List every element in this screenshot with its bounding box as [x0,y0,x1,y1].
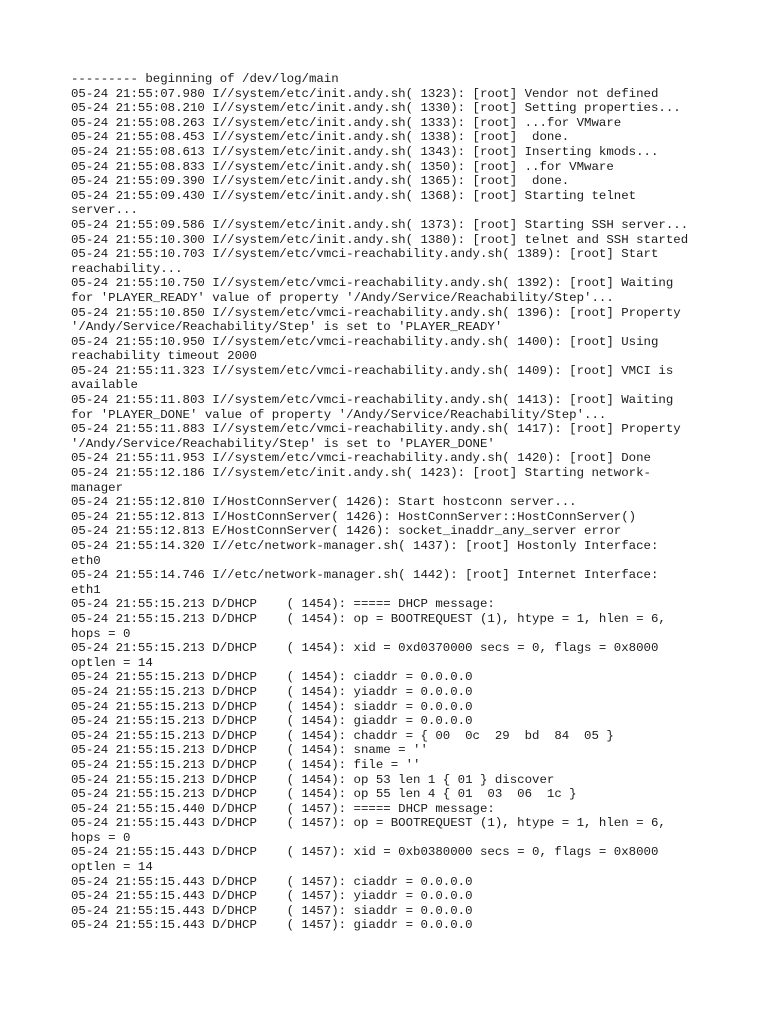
log-line: eth1 [71,582,101,597]
log-line: 05-24 21:55:15.213 D/DHCP ( 1454): file = '' [71,757,421,772]
log-line: 05-24 21:55:11.323 I//system/etc/vmci-reachability.andy.sh( 1409): [root] VMCI is [71,363,674,378]
log-line: --------- beginning of /dev/log/main [71,72,339,86]
log-line: 05-24 21:55:10.750 I//system/etc/vmci-reachability.andy.sh( 1392): [root] Waiting [71,276,674,291]
log-line: 05-24 21:55:10.850 I//system/etc/vmci-reachability.andy.sh( 1396): [root] Property [71,305,681,320]
log-line: 05-24 21:55:12.813 E/HostConnServer( 1426): socket_inaddr_any_server error [71,524,622,539]
log-line: 05-24 21:55:10.300 I//system/etc/init.andy.sh( 1380): [root] telnet and SSH started [71,232,689,247]
log-line: 05-24 21:55:08.833 I//system/etc/init.andy.sh( 1350): [root] ..for VMware [71,159,614,174]
log-line: 05-24 21:55:15.443 D/DHCP ( 1457): yiaddr = 0.0.0.0 [71,889,473,904]
log-line: 05-24 21:55:15.443 D/DHCP ( 1457): op = BOOTREQUEST (1), htype = 1, hlen = 6, [71,816,666,831]
log-line: optlen = 14 [71,655,153,670]
log-line: 05-24 21:55:08.263 I//system/etc/init.andy.sh( 1333): [root] ...for VMware [71,115,622,130]
log-line: available [71,378,138,393]
log-line: 05-24 21:55:09.390 I//system/etc/init.andy.sh( 1365): [root] done. [71,174,570,189]
log-line: 05-24 21:55:12.186 I//system/etc/init.andy.sh( 1423): [root] Starting network- [71,466,651,481]
log-line: 05-24 21:55:15.213 D/DHCP ( 1454): sname = '' [71,743,428,758]
log-line: 05-24 21:55:08.613 I//system/etc/init.andy.sh( 1343): [root] Inserting kmods... [71,144,659,159]
log-line: 05-24 21:55:12.813 I/HostConnServer( 1426): HostConnServer::HostConnServer() [71,509,637,524]
log-line: 05-24 21:55:11.883 I//system/etc/vmci-reachability.andy.sh( 1417): [root] Property [71,422,681,437]
log-line: 05-24 21:55:15.213 D/DHCP ( 1454): xid = 0xd0370000 secs = 0, flags = 0x8000 [71,641,659,656]
log-line: 05-24 21:55:08.453 I//system/etc/init.andy.sh( 1338): [root] done. [71,130,570,145]
log-line: 05-24 21:55:15.213 D/DHCP ( 1454): op = BOOTREQUEST (1), htype = 1, hlen = 6, [71,611,666,626]
log-line: 05-24 21:55:14.746 I//etc/network-manager.sh( 1442): [root] Internet Interface: [71,568,659,583]
log-line: 05-24 21:55:09.586 I//system/etc/init.andy.sh( 1373): [root] Starting SSH server... [71,217,689,232]
log-line: reachability timeout 2000 [71,349,257,364]
log-line: 05-24 21:55:07.980 I//system/etc/init.andy.sh( 1323): [root] Vendor not defined [71,86,659,101]
log-line: 05-24 21:55:15.440 D/DHCP ( 1457): ===== DHCP message: [71,801,495,816]
log-line: server... [71,203,138,218]
log-line: hops = 0 [71,830,131,845]
log-line: '/Andy/Service/Reachability/Step' is set to 'PLAYER_DONE' [71,436,495,451]
log-line: 05-24 21:55:15.213 D/DHCP ( 1454): ===== DHCP message: [71,597,495,612]
log-line: 05-24 21:55:15.213 D/DHCP ( 1454): giaddr = 0.0.0.0 [71,714,473,729]
log-line: for 'PLAYER_READY' value of property '/Andy/Service/Reachability/Step'... [71,290,614,305]
log-line: 05-24 21:55:15.443 D/DHCP ( 1457): ciaddr = 0.0.0.0 [71,874,473,889]
log-line: 05-24 21:55:09.430 I//system/etc/init.andy.sh( 1368): [root] Starting telnet [71,188,637,203]
log-line: 05-24 21:55:15.443 D/DHCP ( 1457): giaddr = 0.0.0.0 [71,918,473,933]
log-line: hops = 0 [71,626,131,641]
log-line: 05-24 21:55:11.803 I//system/etc/vmci-reachability.andy.sh( 1413): [root] Waiting [71,393,674,408]
log-line: eth0 [71,553,101,568]
log-line: optlen = 14 [71,860,153,875]
log-line: 05-24 21:55:15.443 D/DHCP ( 1457): xid = 0xb0380000 secs = 0, flags = 0x8000 [71,845,659,860]
log-line: 05-24 21:55:11.953 I//system/etc/vmci-reachability.andy.sh( 1420): [root] Done [71,451,651,466]
log-line: 05-24 21:55:08.210 I//system/etc/init.andy.sh( 1330): [root] Setting properties... [71,101,681,116]
log-line: manager [71,480,124,495]
log-line: 05-24 21:55:15.213 D/DHCP ( 1454): yiaddr = 0.0.0.0 [71,684,473,699]
log-line: 05-24 21:55:10.950 I//system/etc/vmci-reachability.andy.sh( 1400): [root] Using [71,334,659,349]
log-line: 05-24 21:55:15.213 D/DHCP ( 1454): siaddr = 0.0.0.0 [71,699,473,714]
log-line: 05-24 21:55:15.213 D/DHCP ( 1454): op 55 len 4 { 01 03 06 1c } [71,787,577,802]
log-line: 05-24 21:55:15.213 D/DHCP ( 1454): chaddr = { 00 0c 29 bd 84 05 } [71,728,614,743]
log-line: reachability... [71,261,183,276]
log-line: 05-24 21:55:10.703 I//system/etc/vmci-reachability.andy.sh( 1389): [root] Start [71,247,659,262]
log-line: 05-24 21:55:12.810 I/HostConnServer( 1426): Start hostconn server... [71,495,577,510]
log-line: 05-24 21:55:14.320 I//etc/network-manager.sh( 1437): [root] Hostonly Interface: [71,539,659,553]
log-line: 05-24 21:55:15.213 D/DHCP ( 1454): op 53 len 1 { 01 } discover [71,772,555,787]
log-line: '/Andy/Service/Reachability/Step' is set to 'PLAYER_READY' [71,320,503,335]
log-line: 05-24 21:55:15.443 D/DHCP ( 1457): siaddr = 0.0.0.0 [71,903,473,918]
log-document [71,72,711,933]
log-line: for 'PLAYER_DONE' value of property '/Andy/Service/Reachability/Step'... [71,407,607,422]
log-line: 05-24 21:55:15.213 D/DHCP ( 1454): ciaddr = 0.0.0.0 [71,670,473,685]
